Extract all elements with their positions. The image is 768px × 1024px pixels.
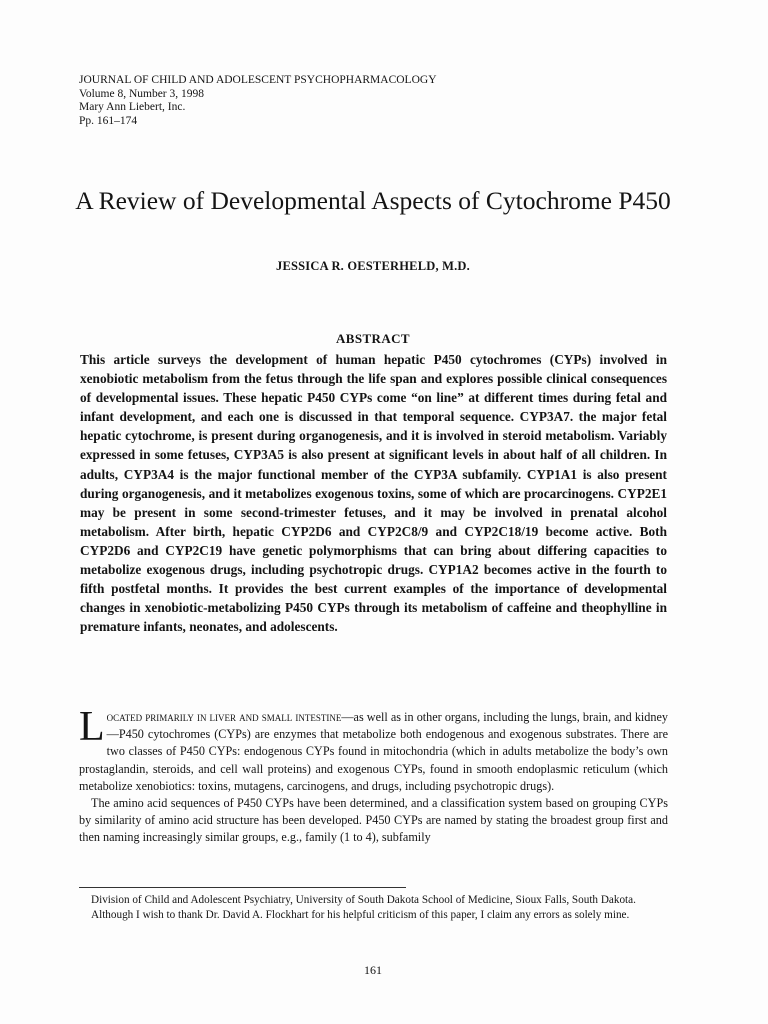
- article-author: JESSICA R. OESTERHELD, M.D.: [276, 259, 470, 273]
- footnote-acknowledgment: Although I wish to thank Dr. David A. Flockhart for his helpful criticism of this paper, I claim any errors as solely mine.: [91, 909, 630, 922]
- drop-cap: L: [79, 704, 105, 750]
- abstract-text: This article surveys the development of human hepatic P450 cytochromes (CYPs) involved in xenobiotic metabolism from the fetus through the life span and explores possible clinical consequences of developmental issues. These hepatic P450 CYPs come “on line” at different times during fetal and infant development, and each one is discussed in that temporal sequence. CYP3A7. the major fetal hepatic cytochrome, is present during organogenesis, and it is involved in steroid metabolism. Variably expressed in some fetuses, CYP3A5 is also present at significant levels in about half of all children. In adults, CYP3A4 is the major functional member of the CYP3A subfamily. CYP1A1 is also present during organogenesis, and it metabolizes exogenous toxins, some of which are procarcinogens. CYP2E1 may be present in some second-trimester fetuses, and it may be involved in prenatal alcohol metabolism. After birth, hepatic CYP2D6 and CYP2C8/9 and CYP2C18/19 become active. Both CYP2D6 and CYP2C19 have genetic polymorphisms that can bring about differing capacities to metabolize exogenous drugs, including psychotropic drugs. CYP1A2 becomes active in the fourth to fifth postfetal months. It provides the best current examples of the importance of developmental changes in xenobiotic-metabolizing P450 CYPs through its metabolism of caffeine and theophylline in premature infants, neonates, and adolescents.: [80, 352, 667, 635]
- journal-publisher: Mary Ann Liebert, Inc.: [79, 101, 186, 114]
- journal-volume: Volume 8, Number 3, 1998: [79, 87, 205, 100]
- body-paragraph-2: The amino acid sequences of P450 CYPs have been determined, and a classification system based on grouping CYPs by similarity of amino acid structure has been developed. P450 CYPs are named by stating the broadest group first and then naming increasingly similar groups, e.g., family (1 to 4), subfamily: [79, 796, 668, 845]
- lead-in-smallcaps: ocated primarily in liver and small intestine: [106, 710, 342, 724]
- paragraph-1-text: —as well as in other organs, including the lungs, brain, and kidney—P450 cytochromes (CYPs) are enzymes that metabolize both endogenous and exogenous substrates. There are two classes of P450 CYPs: endogenous CYPs found in mitochondria (which in adults metabolize the body’s own prostaglandin, steroids, and cell wall proteins) and exogenous CYPs, found in smooth endoplasmic reticulum (which metabolize xenobiotics: toxins, mutagens, carcinogens, and drugs, including psychotropic drugs).: [79, 710, 668, 793]
- footnotes: [79, 893, 668, 924]
- article-body: [79, 704, 668, 847]
- page-number: 161: [364, 963, 382, 977]
- body-paragraph-1: [79, 704, 668, 795]
- journal-pages: Pp. 161–174: [79, 114, 138, 127]
- article-title: A Review of Developmental Aspects of Cytochrome P450: [75, 186, 671, 215]
- footnote-affiliation: Division of Child and Adolescent Psychiatry, University of South Dakota School of Medicine, Sioux Falls, South Dakota.: [91, 894, 636, 906]
- abstract-heading: ABSTRACT: [336, 331, 410, 346]
- journal-name: JOURNAL OF CHILD AND ADOLESCENT PSYCHOPHARMACOLOGY: [79, 74, 437, 86]
- footnote-divider: [79, 887, 406, 888]
- journal-header: [79, 74, 437, 128]
